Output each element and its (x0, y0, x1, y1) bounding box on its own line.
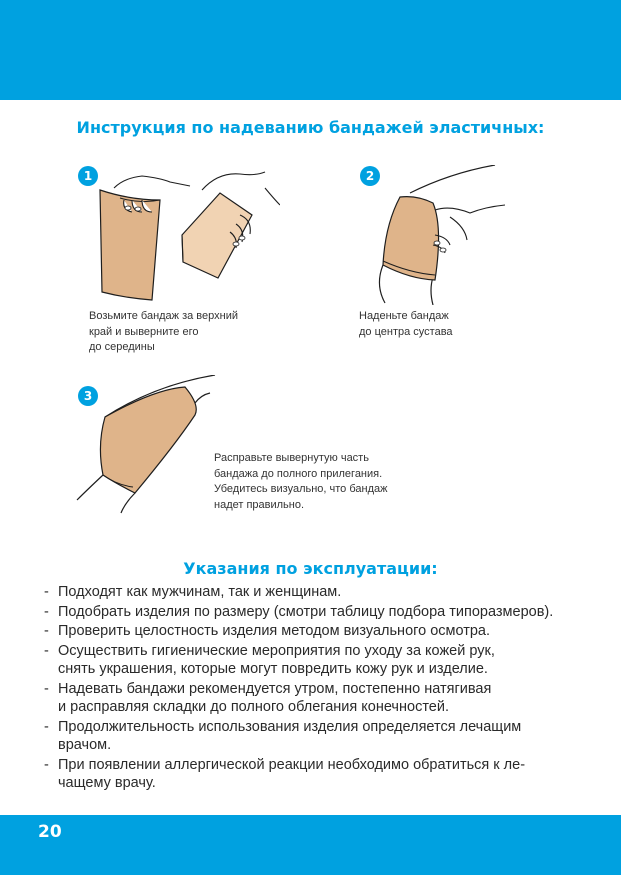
usage-item (44, 603, 589, 622)
usage-item (44, 583, 589, 602)
step-1-badge: 1 (78, 166, 98, 186)
step-3-caption (214, 451, 388, 513)
usage-item (44, 622, 589, 641)
step-3-caption-line: бандажа до полного прилегания. (214, 467, 383, 480)
list-dash: - (44, 584, 49, 600)
usage-item (44, 756, 589, 793)
step-3-caption-line: Убедитесь визуально, что бандаж (214, 483, 388, 495)
usage-item-line: и расправляя складки до полного облегания конечностей. (58, 699, 449, 715)
list-dash: - (44, 680, 49, 697)
usage-item-line: При появлении аллергической реакции необходимо обратиться к ле- (58, 756, 526, 773)
usage-item-line: Подходят как мужчинам, так и женщинам. (58, 584, 342, 600)
step-2-caption (359, 309, 453, 340)
list-dash: - (44, 642, 49, 659)
step-1-illustration (90, 160, 280, 305)
list-dash: - (44, 756, 49, 773)
step-3-badge: 3 (78, 386, 98, 406)
usage-item-line: Надевать бандажи рекомендуется утром, постепенно натягивая (58, 680, 492, 697)
step-3-caption-line: Расправьте вывернутую часть (214, 452, 369, 464)
usage-item-line: чащему врачу. (58, 775, 156, 791)
usage-item-line: Продолжительность использования изделия определяется лечащим (58, 718, 522, 735)
list-dash: - (44, 603, 49, 620)
step-1-caption-line: до середины (89, 341, 155, 353)
step-2-caption-line: Наденьте бандаж (359, 310, 449, 322)
step-1-caption (89, 309, 238, 356)
header-band (0, 0, 621, 100)
usage-item (44, 642, 589, 679)
page-number: 20 (38, 822, 62, 842)
step-2-caption-line: до центра сустава (359, 325, 453, 338)
usage-item-line: снять украшения, которые могут повредить кожу рук и изделие. (58, 661, 488, 677)
usage-list (44, 583, 589, 794)
step-3-caption-line: надет правильно. (214, 498, 305, 511)
usage-item-line: Осуществить гигиенические мероприятия по уходу за кожей рук, (58, 642, 495, 659)
step-3-illustration (75, 375, 220, 515)
step-1-caption-line: край и выверните его (89, 325, 199, 338)
footer-band (0, 815, 621, 875)
usage-item (44, 680, 589, 717)
usage-item-line: Подобрать изделия по размеру (смотри таблицу подбора типоразмеров). (58, 603, 554, 620)
list-dash: - (44, 718, 49, 735)
usage-item (44, 718, 589, 755)
step-1-caption-line: Возьмите бандаж за верхний (89, 310, 239, 322)
usage-item-line: Проверить целостность изделия методом визуального осмотра. (58, 623, 491, 639)
step-2-illustration (355, 165, 505, 305)
list-dash: - (44, 623, 49, 639)
usage-item-line: врачом. (58, 737, 112, 753)
usage-title: Указания по эксплуатации: (183, 559, 438, 578)
page-title: Инструкция по надеванию бандажей эластичных: (76, 118, 545, 137)
step-2-badge: 2 (360, 166, 380, 186)
